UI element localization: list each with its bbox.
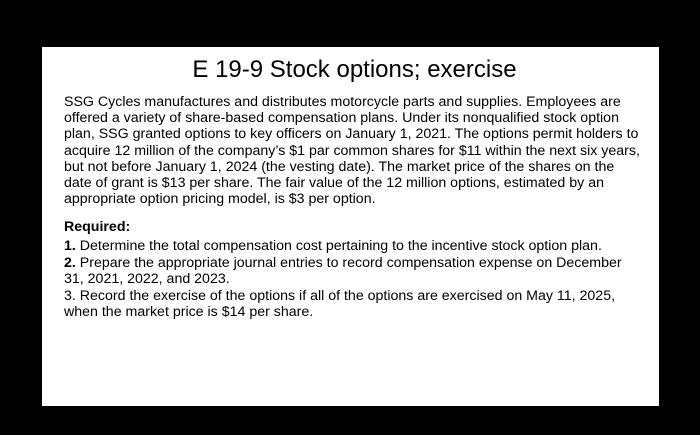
- requirement-number: 2.: [64, 254, 76, 271]
- requirement-number: 1.: [64, 237, 76, 254]
- requirement-item-3: [64, 288, 645, 320]
- requirement-text: Prepare the appropriate journal entries to record compensation expense on December 31, 2021, 2022, and 2023.: [64, 254, 622, 288]
- requirement-number: 3.: [64, 288, 76, 305]
- requirement-item-2: [64, 255, 645, 287]
- required-heading: Required:: [64, 219, 131, 236]
- requirement-text: Determine the total compensation cost pertaining to the incentive stock option plan.: [79, 237, 602, 254]
- exercise-title: E 19-9 Stock options; exercise: [192, 56, 517, 83]
- exercise-card: [42, 47, 659, 406]
- exercise-intro-paragraph: SSG Cycles manufactures and distributes motorcycle parts and supplies. Employees are offered a variety of share-based compensation plans. Under its nonqualified stock option plan, SSG granted options to key officers on January 1, 2021. The options permit holders to acquire 12 million of the company’s $1 par common shares for $11 within the next six years, but not before January 1, 2024 (the vesting date). The market price of the shares on the date of grant is $13 per share. The fair value of the 12 million options, estimated by an appropriate option pricing model, is $3 per option.: [64, 94, 640, 208]
- requirement-item-1: [64, 238, 645, 254]
- requirement-text: Record the exercise of the options if all of the options are exercised on May 11, 2025, when the market price is $14 per share.: [64, 288, 616, 321]
